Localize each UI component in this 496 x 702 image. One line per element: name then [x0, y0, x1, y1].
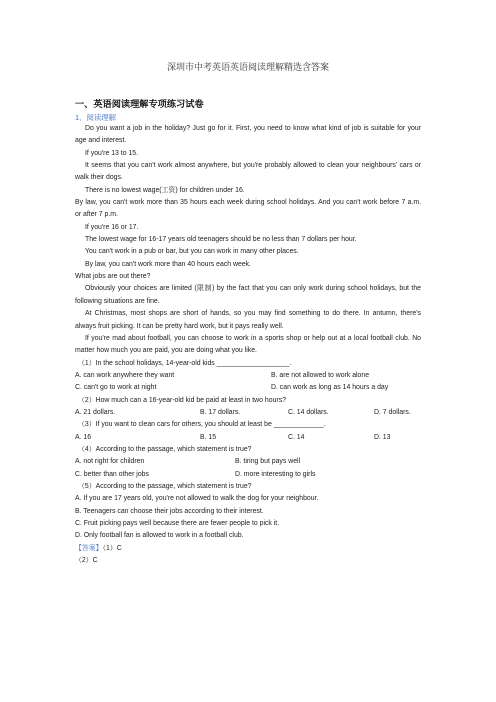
paragraph: You can't work in a pub or bar, but you can work in many other places.	[85, 248, 299, 256]
option-a: A. can work anywhere they want	[75, 371, 175, 379]
question-stem: （5）According to the passage, which statement is true?	[78, 482, 252, 490]
paragraph: At Christmas, most shops are short of hands, so you may find something to do there. In antumn, there's always fruit picking. It can be pretty hard work, but it pays really well.	[75, 310, 421, 330]
paragraph: There is no lowest wage(工资) for children under 16.	[85, 186, 245, 194]
paragraph: By law, you can't work more than 35 hours each week during school holidays. And you can't work before 7 a.m. or after 7 p.m.	[75, 199, 421, 219]
question-stem: （3）If you want to clean cars for others, you should at least be _____________.	[78, 421, 326, 429]
question-stem: （1）In the school holidays, 14-year-old kids ___________________.	[78, 359, 292, 367]
option-a: A. not right for children	[75, 458, 145, 466]
option-row	[75, 456, 421, 468]
option-c: C. 14 dollars.	[288, 408, 329, 416]
option-d: D. 13	[374, 433, 391, 441]
option-d: D. Only football fan is allowed to work in a football club.	[75, 532, 244, 540]
option-c: C. Fruit picking pays well because there are fewer people to pick it.	[75, 520, 280, 527]
option-a: A. 21 dollars.	[75, 408, 116, 416]
section-heading: 一、英语阅读理解专项练习试卷	[75, 99, 204, 110]
passage-body	[75, 123, 421, 567]
answer-tag: 【答案】	[75, 544, 103, 552]
answer-1: （1）C	[102, 544, 122, 552]
option-row	[75, 469, 421, 481]
option-b: B. 15	[200, 433, 217, 441]
option-b: B. tiring but pays well	[235, 458, 301, 466]
document-title: 深圳市中考英语英语阅读理解精选含答案	[166, 63, 329, 73]
option-b: B. are not allowed to work alone	[271, 371, 370, 379]
option-row	[75, 370, 421, 382]
paragraph: It seems that you can't work almost anywhere, but you're probably allowed to clean your neighbours' cars or walk their dogs.	[75, 162, 421, 182]
paragraph: Do you want a job in the holiday? Just go for it. First, you need to know what kind of job is suitable for your age and interest.	[75, 125, 421, 145]
answer-2: （2）C	[75, 557, 98, 565]
paragraph: If you're 13 to 15.	[85, 149, 139, 157]
answer-line	[75, 543, 421, 555]
option-row	[75, 382, 421, 394]
paragraph: If you're mad about football, you can choose to work in a sports shop or help out at a local football club. No matter how much you are paid, you are doing what you like.	[75, 334, 421, 355]
option-d: D. 7 dollars.	[374, 408, 411, 416]
option-row	[75, 432, 421, 444]
paragraph: By law, you can't work more than 40 hours each week.	[85, 260, 252, 268]
question-stem: （2）How much can a 16-year-old kid be paid at least in two hours?	[78, 396, 286, 404]
option-row	[75, 407, 421, 419]
option-c: C. 14	[288, 433, 305, 441]
option-c: C. can't go to work at night	[75, 384, 157, 392]
option-d: D. more interesting to girls	[235, 470, 316, 478]
option-c: C. better than other jobs	[75, 470, 149, 478]
paragraph: Obviously your choices are limited (限制) by the fact that you can only work during school holidays, but the following situations are fine.	[75, 285, 421, 305]
option-a: A. If you are 17 years old, you're not allowed to walk the dog for your neighbour.	[75, 495, 319, 503]
item-heading: 1．阅读理解	[75, 113, 117, 122]
option-a: A. 16	[75, 433, 92, 441]
question-stem: （4）According to the passage, which statement is true?	[78, 445, 252, 453]
paragraph: If you're 16 or 17.	[85, 223, 139, 231]
paragraph: What jobs are out there?	[75, 273, 151, 281]
paragraph: The lowest wage for 16-17 years old teenagers should be no less than 7 dollars per hour.	[85, 236, 357, 244]
option-b: B. 17 dollars.	[200, 408, 241, 416]
option-d: D. can work as long as 14 hours a day	[271, 384, 389, 392]
option-b: B. Teenagers can choose their jobs according to their interest.	[75, 507, 264, 515]
